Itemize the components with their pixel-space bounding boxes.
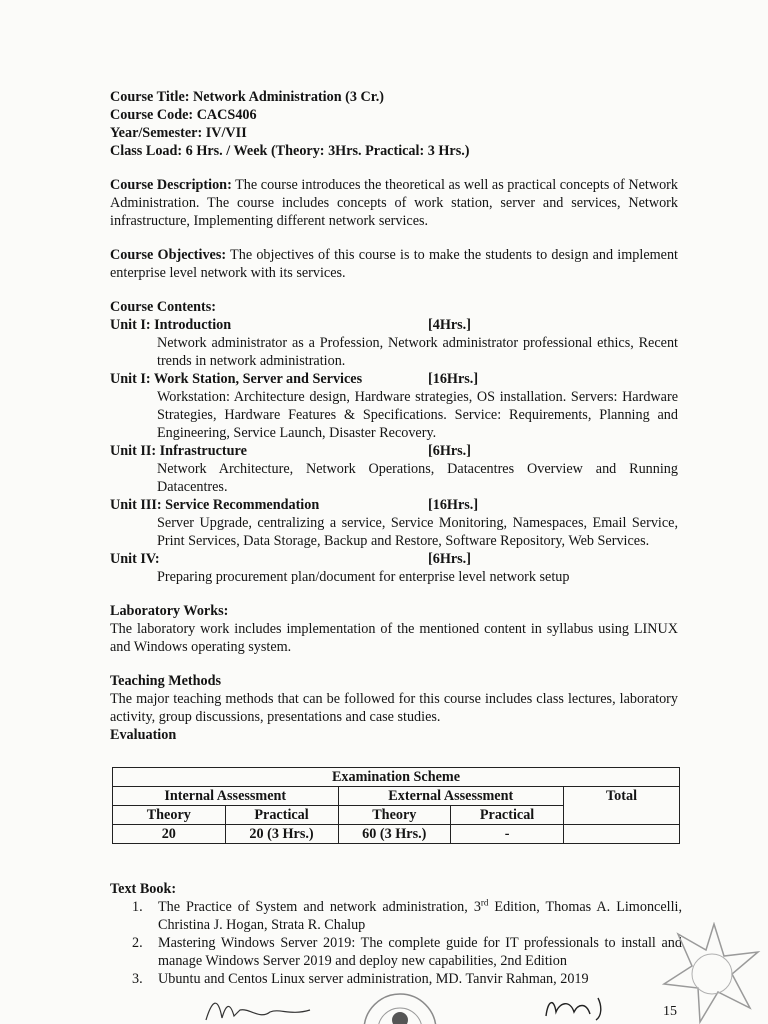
unit-body: Server Upgrade, centralizing a service, Service Monitoring, Namespaces, Email Service, Print Services, Data Storage, Backup and Restore, Software Repository, Web Services.: [157, 515, 678, 549]
teaching-heading: Teaching Methods: [110, 673, 222, 689]
course-description: [110, 176, 678, 230]
unit-title: Unit I: Introduction: [110, 317, 232, 333]
list-item: [132, 934, 682, 970]
external-theory-header: Theory: [338, 806, 451, 825]
unit-title: Unit IV:: [110, 551, 160, 567]
page-number: 15: [663, 1004, 677, 1019]
signature-icon: [200, 990, 320, 1024]
course-objectives: [110, 246, 678, 282]
course-title: Course Title: Network Administration (3 Cr.): [110, 89, 385, 105]
total-marks: [564, 825, 680, 844]
examination-scheme-table: [112, 767, 680, 844]
item-number: 1.: [132, 899, 143, 915]
unit-hours: [16Hrs.]: [428, 497, 479, 513]
evaluation-heading: Evaluation: [110, 727, 177, 743]
contents-heading: Course Contents:: [110, 299, 217, 315]
list-item: [132, 898, 682, 934]
textbook-heading: Text Book:: [110, 881, 177, 897]
unit-block: [110, 496, 678, 550]
item-number: 2.: [132, 935, 143, 951]
lab-text: The laboratory work includes implementation of the mentioned content in syllabus using LINUX and Windows operating system.: [110, 621, 678, 655]
unit-body: Preparing procurement plan/document for enterprise level network setup: [157, 569, 570, 585]
table-row: [113, 825, 680, 844]
description-label: Course Description:: [110, 177, 232, 193]
book-text: Ubuntu and Centos Linux server administration, MD. Tanvir Rahman, 2019: [158, 971, 589, 987]
syllabus-content: [110, 88, 678, 744]
item-number: 3.: [132, 971, 143, 987]
table-title: Examination Scheme: [113, 768, 680, 787]
internal-theory-header: Theory: [113, 806, 226, 825]
internal-practical-header: Practical: [225, 806, 338, 825]
internal-theory-marks: 20: [113, 825, 226, 844]
unit-body: Workstation: Architecture design, Hardware strategies, OS installation. Servers: Hardware Strategies, Hardware Features & Specifications. Service: Requirements, Planning and Engineering, Service Launch, Disaster Recovery.: [157, 389, 678, 441]
unit-hours: [4Hrs.]: [428, 317, 471, 333]
unit-title: Unit III: Service Recommendation: [110, 497, 320, 513]
list-item: [132, 970, 682, 988]
total-header: Total: [564, 787, 680, 825]
unit-title: Unit II: Infrastructure: [110, 443, 247, 459]
teaching-methods: [110, 672, 678, 744]
text-book-section: [110, 880, 682, 988]
class-load: Class Load: 6 Hrs. / Week (Theory: 3Hrs. Practical: 3 Hrs.): [110, 143, 470, 159]
course-contents: [110, 298, 678, 586]
unit-block: [110, 370, 678, 442]
course-code: Course Code: CACS406: [110, 107, 257, 123]
unit-body: Network Architecture, Network Operations, Datacentres Overview and Running Datacentres.: [157, 461, 678, 495]
book-superscript: rd: [480, 897, 489, 908]
teaching-text: The major teaching methods that can be followed for this course includes class lectures, laboratory activity, group discussions, presentations and case studies.: [110, 691, 678, 725]
internal-assessment-header: Internal Assessment: [113, 787, 339, 806]
unit-hours: [6Hrs.]: [428, 443, 471, 459]
external-theory-marks: 60 (3 Hrs.): [338, 825, 451, 844]
unit-block: [110, 316, 678, 370]
unit-hours: [16Hrs.]: [428, 371, 479, 387]
unit-title: Unit I: Work Station, Server and Services: [110, 371, 363, 387]
external-practical-header: Practical: [451, 806, 564, 825]
external-assessment-header: External Assessment: [338, 787, 564, 806]
objectives-label: Course Objectives:: [110, 247, 227, 263]
internal-practical-marks: 20 (3 Hrs.): [225, 825, 338, 844]
book-text: Mastering Windows Server 2019: The complete guide for IT professionals to install and manage Windows Server 2019 and deploy new capabilities, 2nd Edition: [158, 935, 682, 969]
description-text: The course introduces the theoretical as well as practical concepts of Network Administration. The course includes concepts of work station, server and services, Network infrastructure, Implementing different network services.: [110, 177, 678, 229]
unit-body: Network administrator as a Profession, Network administrator professional ethics, Recent trends in network administration.: [157, 335, 678, 369]
objectives-text: The objectives of this course is to make the students to design and implement enterprise level network with its services.: [110, 247, 678, 281]
year-semester: Year/Semester: IV/VII: [110, 125, 247, 141]
unit-hours: [6Hrs.]: [428, 551, 471, 567]
lab-works: [110, 602, 678, 656]
university-seal-icon: [345, 990, 455, 1024]
book-text-rest: Edition, Thomas A. Limoncelli, Christina J. Hogan, Strata R. Chalup: [158, 899, 682, 933]
course-header: [110, 88, 678, 160]
unit-block: [110, 442, 678, 496]
external-practical-marks: -: [451, 825, 564, 844]
initials-signature-icon: [540, 994, 610, 1024]
unit-block: [110, 550, 678, 586]
lab-heading: Laboratory Works:: [110, 603, 229, 619]
book-text: The Practice of System and network administration, 3: [158, 899, 481, 915]
